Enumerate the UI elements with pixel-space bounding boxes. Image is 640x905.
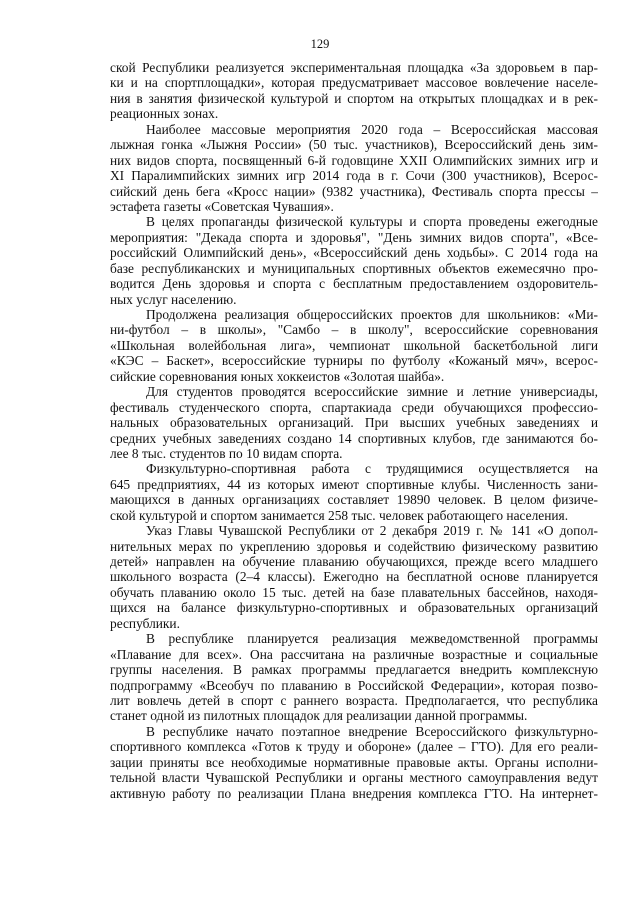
text-line: средних учебных заведениях создано 14 спортивных клубов, где занимаются бо-: [110, 430, 598, 446]
text-line: детей» направлен на обучение плаванию обучающихся, прежде всего младшего: [110, 554, 598, 569]
text-line: XI Паралимпийских зимних игр 2014 года в г. Сочи (300 участников), Всерос-: [110, 168, 598, 184]
text-line: Для студентов проводятся всероссийские зимние и летние универсиады,: [146, 384, 598, 400]
text-line: «Школьная волейбольная лига», чемпионат школьной баскетбольной лиги: [110, 337, 598, 353]
text-line: лит вовлечь детей в спорт с раннего возраста. Предполагается, что республика: [110, 692, 598, 708]
text-line: В республике планируется реализация межведомственной программы: [146, 631, 598, 647]
text-line: фестиваль студенческого спорта, спартакиада среди обучающихся профессио-: [110, 399, 598, 415]
text-line: эстафета газеты «Советская Чувашия».: [110, 198, 334, 214]
text-line: сийские соревнования юных хоккеистов «Золотая шайба».: [110, 368, 445, 384]
text-line: мероприятия: "Декада спорта и здоровья", "День зимних видов спорта", «Все-: [110, 229, 598, 245]
text-line: ни-футбол – в школы», "Самбо – в школу", всероссийские соревнования: [110, 322, 598, 338]
body-text: [110, 60, 598, 801]
text-line: станет одной из пилотных площадок для реализации данной программы.: [110, 708, 528, 724]
text-line: них видов спорта, посвященный 6-й годовщине XXII Олимпийских зимних игр и: [110, 152, 598, 168]
text-line: Продолжена реализация общероссийских проектов для школьников: «Ми-: [146, 307, 598, 322]
text-line: спортивного комплекса «Готов к труду и обороне» (далее – ГТО). Для его реали-: [110, 739, 598, 755]
text-line: нальных образовательных организаций. При высших учебных заведениях и: [110, 415, 598, 431]
text-line: ки и на спортплощадки», которая предусматривает массовое вовлечение населе-: [110, 75, 598, 91]
text-line: Физкультурно-спортивная работа с трудящимися осуществляется на: [146, 461, 598, 477]
text-line: обучать плаванию около 15 тыс. детей на базе плавательных бассейнов, находя-: [110, 584, 598, 600]
text-line: ния в занятия физической культурой и спортом на открытых площадках и в рек-: [110, 90, 598, 106]
text-line: тельной власти Чувашской Республики и органы местного самоуправления ведут: [110, 770, 598, 786]
text-line: щихся на балансе физкультурно-спортивных и образовательных организаций: [110, 600, 598, 616]
text-line: подпрограмму «Всеобуч по плаванию в Российской Федерации», которая позво-: [110, 677, 598, 693]
text-line: активную работу по реализации Плана внедрения комплекса ГТО. На интернет-: [110, 785, 598, 801]
text-line: республики.: [110, 615, 180, 631]
text-line: мающихся в данных организациях составляет 19890 человек. В целом физиче-: [110, 492, 598, 508]
text-line: «КЭС – Баскет», всероссийские турниры по футболу «Кожаный мяч», всерос-: [110, 353, 598, 369]
text-line: лыжная гонка «Лыжня России» (50 тыс. участников), Всероссийский день зим-: [110, 137, 598, 153]
text-line: нительных мерах по укреплению здоровья и содействию физическому развитию: [110, 538, 598, 554]
text-line: школьного возраста (2–4 классы). Ежегодно на бесплатной основе планируется: [110, 569, 598, 585]
text-line: В целях пропаганды физической культуры и спорта проведены ежегодные: [146, 214, 598, 230]
text-line: российский Олимпийский день», «Всероссийский день ходьбы». С 2014 года на: [110, 245, 598, 261]
text-line: В республике начато поэтапное внедрение Всероссийского физкультурно-: [146, 723, 598, 739]
page-number: 129: [310, 37, 330, 51]
text-line: ской культурой и спортом занимается 258 тыс. человек работающего населения.: [110, 507, 569, 523]
text-line: 645 предприятиях, 44 из которых имеют спортивные клубы. Численность зани-: [110, 476, 598, 492]
text-line: водится День здоровья и спорта с бесплатным предоставлением оздоровитель-: [110, 276, 598, 292]
text-line: группы населения. В рамках программы предлагается внедрить комплексную: [110, 662, 598, 678]
text-line: зации приняты все необходимые нормативные правовые акты. Органы исполни-: [110, 754, 598, 770]
text-line: Наиболее массовые мероприятия 2020 года – Всероссийская массовая: [146, 121, 598, 137]
text-line: реационных зонах.: [110, 106, 219, 122]
text-line: лее 8 тыс. студентов по 10 видам спорта.: [110, 445, 343, 461]
text-line: базе республиканских и муниципальных спортивных объектов ежемесячно про-: [110, 260, 598, 276]
text-line: ской Республики реализуется экспериментальная площадка «За здоровьем в пар-: [110, 60, 598, 75]
text-line: «Плавание для всех». Она рассчитана на различные возрастные и социальные: [110, 646, 598, 662]
text-line: ных услуг населению.: [110, 291, 237, 307]
text-line: Указ Главы Чувашской Республики от 2 декабря 2019 г. № 141 «О допол-: [146, 523, 598, 539]
text-line: сийский день бега «Кросс нации» (9382 участника), Фестиваль спорта прессы –: [110, 183, 598, 199]
